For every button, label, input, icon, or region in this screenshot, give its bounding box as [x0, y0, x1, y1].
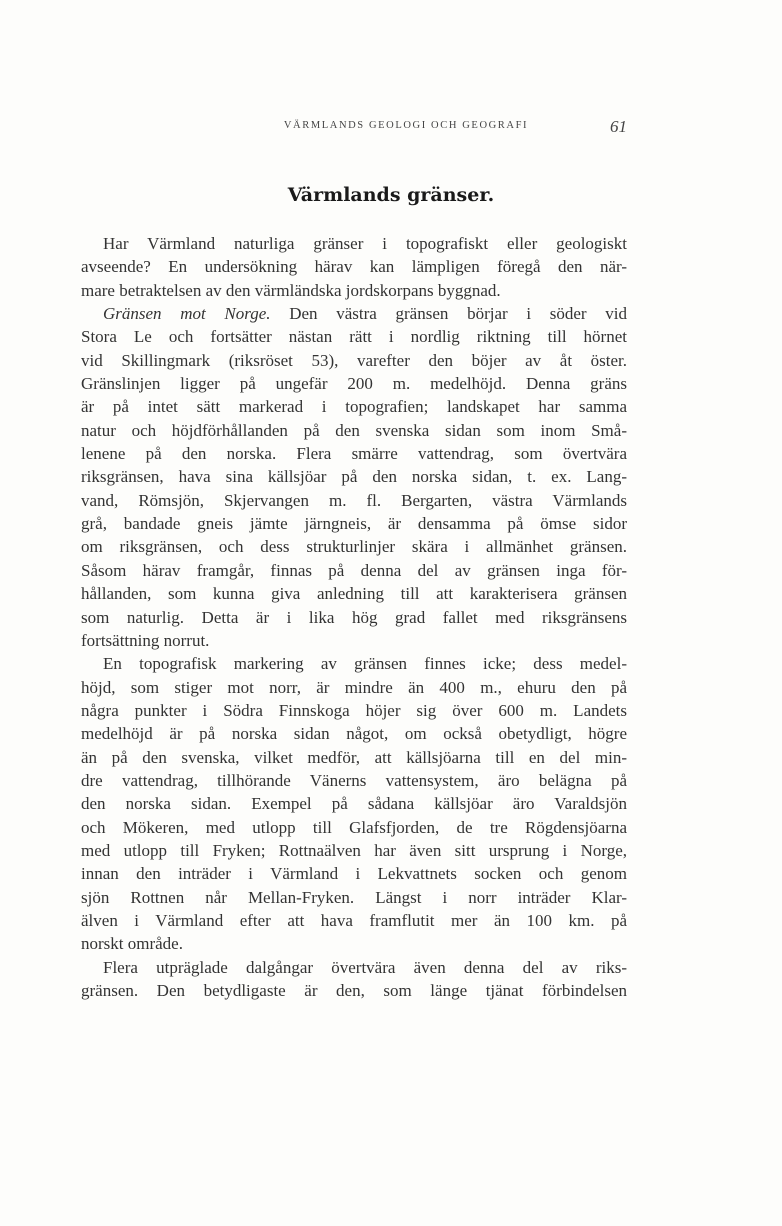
text-line: fortsättning norrut. [81, 630, 210, 650]
text-line: med utlopp till Fryken; Rottnaälven har även sitt ursprung i Norge, [81, 840, 627, 860]
text-line: Flera utpräglade dalgångar övertvära även denna del av riks- [103, 957, 627, 977]
text-line: och Mökeren, med utlopp till Glafsfjorden, de tre Rögdensjöarna [81, 817, 627, 837]
text-fragment: Den västra gränsen börjar i söder vid [270, 304, 627, 324]
text-line: riksgränsen, hava sina källsjöar på den norska sidan, t. ex. Lang- [81, 467, 627, 487]
text-line: är på intet sätt markerad i topografien; landskapet har samma [81, 397, 627, 417]
text-line: höjd, som stiger mot norr, är mindre än 400 m., ehuru den på [81, 677, 627, 697]
text-line: lenene på den norska. Flera smärre vattendrag, som övertvära [81, 444, 627, 464]
text-line: vid Skillingmark (riksröset 53), varefter den böjer av åt öster. [81, 350, 627, 370]
text-line: vand, Römsjön, Skjervangen m. fl. Bergarten, västra Värmlands [81, 490, 627, 510]
text-line: Såsom härav framgår, finnas på denna del av gränsen inga för- [81, 560, 627, 580]
text-line [81, 302, 627, 325]
text-line: grå, bandade gneis jämte järngneis, är densamma på ömse sidor [81, 514, 627, 534]
subsection-heading: Gränsen mot Norge. [103, 304, 271, 324]
text-line: som naturlig. Detta är i lika hög grad fallet med riksgränsens [81, 607, 627, 627]
text-line: sjön Rottnen når Mellan-Fryken. Längst i norr inträder Klar- [81, 887, 627, 907]
text-line: gränsen. Den betydligaste är den, som länge tjänat förbindelsen [81, 981, 627, 1000]
section-title: Värmlands gränser. [287, 184, 495, 206]
text-line: den norska sidan. Exempel på sådana källsjöar äro Varaldsjön [81, 794, 627, 814]
running-head: VÄRMLANDS GEOLOGI OCH GEOGRAFI [283, 120, 529, 131]
text-line: om riksgränsen, och dess strukturlinjer skära i allmänhet gränsen. [81, 537, 627, 557]
text-line: natur och höjdförhållanden på den svenska sidan som inom Små- [81, 420, 627, 440]
text-line: än på den svenska, vilket medför, att källsjöarna till en del min- [81, 747, 627, 767]
text-line: Har Värmland naturliga gränser i topografiskt eller geologiskt [103, 234, 627, 253]
text-line: dre vattendrag, tillhörande Vänerns vattensystem, äro belägna på [81, 770, 627, 790]
text-line: mare betraktelsen av den värmländska jordskorpans byggnad. [81, 280, 501, 300]
text-line: innan den inträder i Värmland i Lekvattnets socken och genom [81, 864, 627, 884]
body-text [81, 232, 627, 1002]
text-line: några punkter i Södra Finnskoga höjer sig över 600 m. Landets [81, 700, 627, 720]
text-line: medelhöjd är på norska sidan något, om också obetydligt, högre [81, 724, 627, 744]
text-line: hållanden, som kunna giva anledning till att karakterisera gränsen [81, 584, 627, 604]
text-line: Gränslinjen ligger på ungefär 200 m. medelhöjd. Denna gräns [81, 374, 627, 394]
text-line: En topografisk markering av gränsen finnes icke; dess medel- [103, 654, 627, 674]
text-line: Stora Le och fortsätter nästan rätt i nordlig riktning till hörnet [81, 327, 627, 347]
page-number: 61 [610, 117, 627, 136]
text-line: avseende? En undersökning härav kan lämpligen föregå den när- [81, 257, 627, 277]
text-line: älven i Värmland efter att hava framflutit mer än 100 km. på [81, 910, 627, 930]
text-line: norskt område. [81, 934, 183, 954]
